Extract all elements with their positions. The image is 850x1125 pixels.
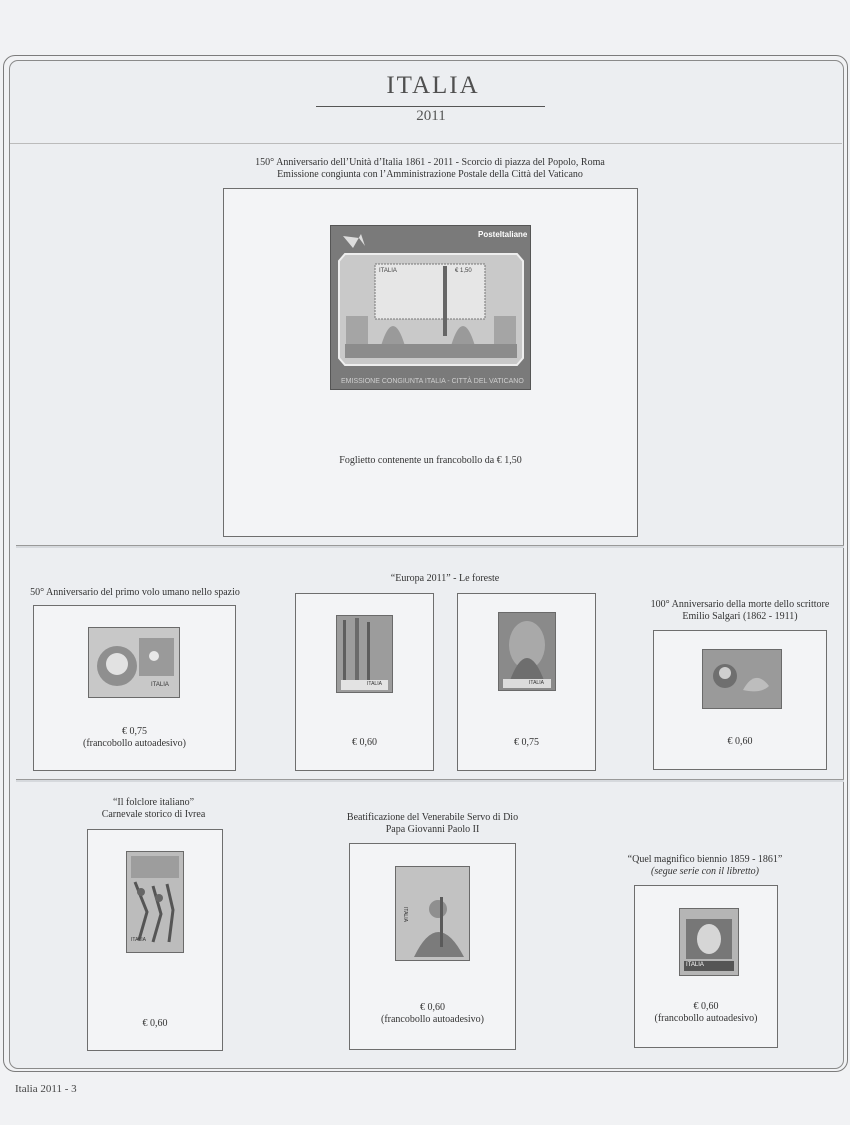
folclore-title-line1: “Il folclore italiano” xyxy=(112,797,195,808)
biennio-title-line2: (segue serie con il libretto) xyxy=(651,866,759,877)
sheet-value-label: € 1,50 xyxy=(455,268,472,274)
spazio-value: € 0,75 xyxy=(122,726,147,737)
biennio-mount xyxy=(634,885,778,1048)
salgari-title-line2: Emilio Salgari (1862 - 1911) xyxy=(682,611,798,622)
section1-caption-line1: 150° Anniversario dell’Unità d’Italia 1861 - 2011 - Scorcio di piazza del Popolo, Roma xyxy=(255,157,605,168)
folclore-title-line2: Carnevale storico di Ivrea xyxy=(101,809,206,820)
spazio-note: (francobollo autoadesivo) xyxy=(82,738,187,749)
beatificazione-title-line1: Beatificazione del Venerabile Servo di Dio xyxy=(346,812,519,823)
biennio-title-line1: “Quel magnifico biennio 1859 - 1861” xyxy=(627,854,783,865)
section1-caption-line2: Emissione congiunta con l’Amministrazione Postale della Città del Vaticano xyxy=(277,169,583,180)
souvenir-sheet-image xyxy=(330,225,531,390)
europa-title: “Europa 2011” - Le foreste xyxy=(390,573,500,584)
salgari-mount xyxy=(653,630,827,770)
europa-stamp-2-country: ITALIA xyxy=(529,680,544,686)
row-divider-1 xyxy=(16,545,844,548)
salgari-title xyxy=(640,599,840,623)
title-divider xyxy=(316,106,545,107)
beatificazione-stamp xyxy=(395,866,470,961)
beatificazione-note: (francobollo autoadesivo) xyxy=(380,1014,485,1025)
biennio-note: (francobollo autoadesivo) xyxy=(654,1013,758,1024)
europa-stamp-2 xyxy=(498,612,556,691)
souvenir-sheet-mount xyxy=(223,188,638,537)
page-footer-label: Italia 2011 - 3 xyxy=(15,1083,77,1095)
year-title: 2011 xyxy=(416,108,446,124)
beatificazione-title xyxy=(330,812,535,836)
beatificazione-title-line2: Papa Giovanni Paolo II xyxy=(385,824,480,835)
row-divider-2 xyxy=(16,779,844,782)
folclore-mount xyxy=(87,829,223,1051)
salgari-title-line1: 100° Anniversario della morte dello scrittore xyxy=(650,599,830,610)
beatificazione-mount xyxy=(349,843,516,1050)
biennio-value: € 0,60 xyxy=(693,1001,719,1012)
europa-stamp-1-country: ITALIA xyxy=(367,681,382,687)
header-divider xyxy=(10,143,842,144)
spazio-stamp-country: ITALIA xyxy=(151,682,169,688)
beatificazione-value: € 0,60 xyxy=(420,1002,445,1013)
souvenir-sheet-illustration xyxy=(331,226,530,389)
folclore-stamp-country: ITALIA xyxy=(131,937,146,943)
biennio-stamp xyxy=(679,908,739,976)
beatificazione-caption xyxy=(350,1002,515,1026)
beatificazione-stamp-country: ITALIA xyxy=(402,907,408,922)
sheet-brand-logo: PosteItaliane xyxy=(478,230,528,239)
spazio-caption xyxy=(34,726,235,750)
country-title: ITALIA xyxy=(386,72,480,99)
spazio-mount xyxy=(33,605,236,771)
folclore-title xyxy=(86,797,221,821)
europa-stamp-1 xyxy=(336,615,393,693)
salgari-stamp xyxy=(702,649,782,709)
salgari-value: € 0,60 xyxy=(727,736,753,747)
forest-stamp-1-illustration xyxy=(337,616,392,692)
europa-mount-2 xyxy=(457,593,596,771)
forest-stamp-2-illustration xyxy=(499,613,555,690)
europa-value-2: € 0,75 xyxy=(514,737,539,748)
folclore-stamp xyxy=(126,851,184,953)
souvenir-sheet-caption: Foglietto contenente un francobollo da € 1,50 xyxy=(339,455,522,466)
biennio-caption xyxy=(635,1001,777,1025)
spazio-title: 50° Anniversario del primo volo umano nello spazio xyxy=(30,587,240,598)
salgari-stamp-illustration xyxy=(703,650,781,708)
folclore-value: € 0,60 xyxy=(142,1018,168,1029)
biennio-stamp-country: ITALIA xyxy=(686,962,704,968)
svg-text:EMISSIONE CONGIUNTA ITALIA - C: EMISSIONE CONGIUNTA ITALIA - CITTÀ DEL VATICANO xyxy=(341,378,524,385)
biennio-title xyxy=(615,854,795,878)
spazio-stamp xyxy=(88,627,180,698)
europa-mount-1 xyxy=(295,593,434,771)
sheet-country-label: ITALIA xyxy=(379,268,397,274)
europa-value-1: € 0,60 xyxy=(352,737,377,748)
section1-caption xyxy=(220,157,640,181)
